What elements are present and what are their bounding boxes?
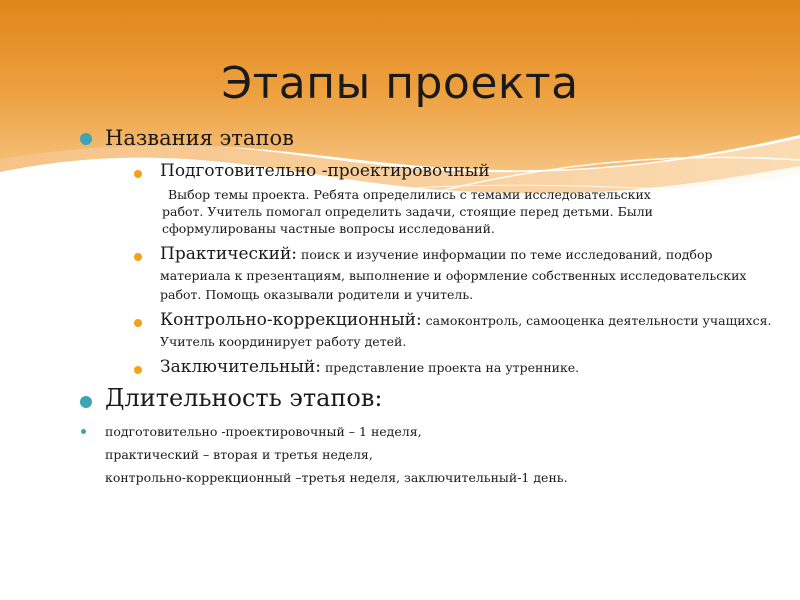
section-durations xyxy=(78,384,778,412)
stage-description: поиск и изучение информации по теме исследований, подбор материала к презентациям, выполнение и оформление собственных исследовательских работ. Помощь оказывали родители и учитель. xyxy=(160,247,747,302)
section-stage-names xyxy=(78,124,778,152)
bullet-icon xyxy=(134,319,142,327)
stage-name: Контрольно-коррекционный: xyxy=(160,310,422,330)
bullet-icon xyxy=(134,253,142,261)
duration-line xyxy=(78,466,725,489)
section-heading: Названия этапов xyxy=(105,126,294,150)
stage-name: Подготовительно -проектировочный xyxy=(160,161,490,181)
bullet-icon xyxy=(80,396,92,408)
slide-title: Этапы проекта xyxy=(221,58,579,109)
bullet-icon xyxy=(80,133,92,145)
stage-description: Выбор темы проекта. Ребята определились с темами исследовательских работ. Учитель помогал определить задачи, стоящие перед детьми. Были сформулированы частные вопросы исследований. xyxy=(162,187,653,236)
stage-item xyxy=(134,160,778,182)
stage-description: представление проекта на утреннике. xyxy=(320,360,580,375)
slide-content xyxy=(78,124,778,489)
duration-text: подготовительно -проектировочный – 1 неделя, xyxy=(105,424,422,439)
stage-name: Заключительный: xyxy=(160,357,321,377)
bullet-icon xyxy=(134,366,142,374)
stage-item xyxy=(134,243,778,303)
bullet-icon xyxy=(134,170,142,178)
bullet-icon xyxy=(81,429,86,434)
stage-item xyxy=(134,309,778,350)
duration-line xyxy=(78,443,725,466)
stage-item xyxy=(134,356,778,378)
duration-line xyxy=(78,420,725,443)
stage-name: Практический: xyxy=(160,244,298,264)
stage-description: самоконтроль, самооценка деятельности учащихся. Учитель координирует работу детей. xyxy=(160,313,772,349)
duration-text: практический – вторая и третья неделя, xyxy=(105,447,373,462)
duration-text: контрольно-коррекционный –третья неделя, заключительный-1 день. xyxy=(105,470,568,485)
section-heading: Длительность этапов: xyxy=(105,384,383,412)
